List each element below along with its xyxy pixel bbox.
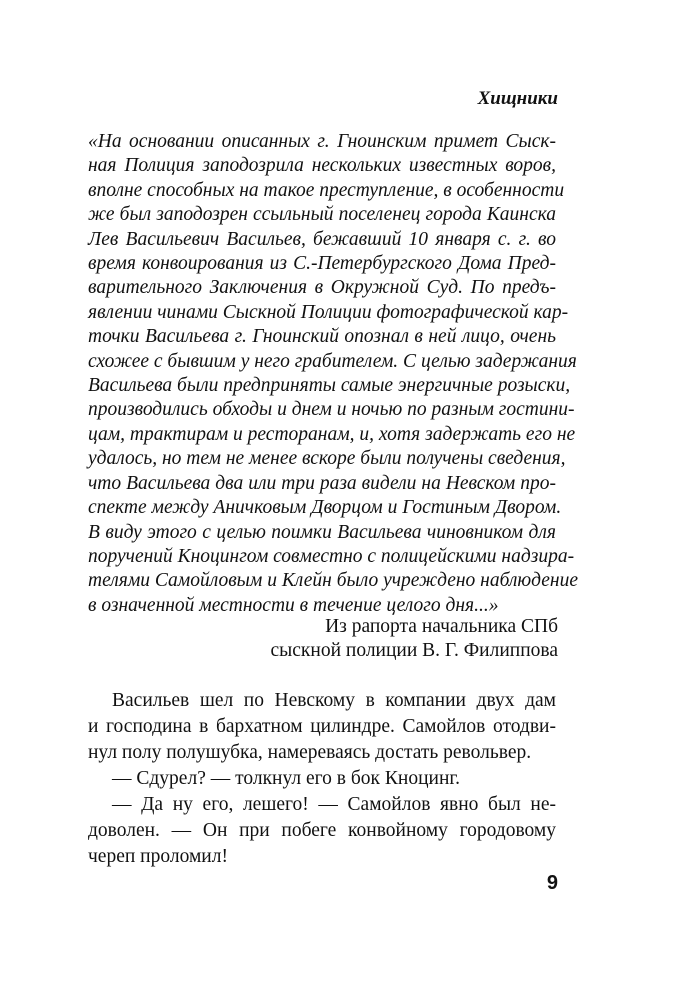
quote-line: в означенной местности в течение целого дня...» <box>88 594 499 616</box>
body-line: череп проломил! <box>88 846 228 867</box>
quote-line: удалось, но тем не менее вскоре были получены сведения, <box>88 448 566 470</box>
body-line: Васильев шел по Невскому в компании двух дам <box>112 690 556 711</box>
attribution-line: Из рапорта начальника СПб <box>325 616 558 637</box>
quote-line: производились обходы и днем и ночью по разным гостини- <box>88 399 575 421</box>
quote-attribution <box>271 615 558 664</box>
running-header: Хищники <box>477 88 558 109</box>
report-quote <box>88 130 579 618</box>
quote-line: схожее с бывшим у него грабителем. С целью задержания <box>88 350 577 372</box>
quote-line: поручений Кноцингом совместно с полицейскими надзира- <box>88 545 575 567</box>
quote-line: вполне способных на такое преступление, в особенности <box>88 179 565 201</box>
quote-line: ная Полиция заподозрила нескольких известных воров, <box>88 155 556 177</box>
quote-line: варительного Заключения в Окружной Суд. По предъ- <box>88 277 556 299</box>
page-number: 9 <box>546 872 558 894</box>
quote-line: «На основании описанных г. Гноинским примет Сыск- <box>88 131 556 152</box>
quote-line: что Васильева два или три раза видели на Невском про- <box>88 472 556 494</box>
body-line: и господина в бархатном цилиндре. Самойлов отодви- <box>88 716 556 737</box>
quote-line: Лев Васильевич Васильев, бежавший 10 января с. г. во <box>88 228 556 250</box>
quote-line: телями Самойловым и Клейн было учреждено наблюдение <box>88 570 579 592</box>
quote-line: точки Васильева г. Гноинский опознал в ней лицо, очень <box>88 326 556 348</box>
quote-line: время конвоирования из С.-Петербургского Дома Пред- <box>88 253 556 275</box>
quote-line: явлении чинами Сыскной Полиции фотографической кар- <box>88 301 569 323</box>
narrative-text <box>88 688 556 870</box>
attribution-line: сыскной полиции В. Г. Филиппова <box>270 640 558 662</box>
quote-line: Васильева были предприняты самые энергичные розыски, <box>88 375 571 397</box>
quote-line: же был заподозрен ссыльный поселенец города Каинска <box>88 204 556 226</box>
body-line: доволен. — Он при побеге конвойному городовому <box>88 820 556 841</box>
quote-line: В виду этого с целью поимки Васильева чиновником для <box>88 521 556 543</box>
quote-line: спекте между Аничковым Дворцом и Гостиным Двором. <box>88 497 562 519</box>
body-line: — Да ну его, лешего! — Самойлов явно был не- <box>112 794 556 815</box>
quote-line: цам, трактирам и ресторанам, и, хотя задержать его не <box>88 423 576 445</box>
body-line: нул полу полушубка, намереваясь достать револьвер. <box>88 742 532 763</box>
body-line: — Сдурел? — толкнул его в бок Кноцинг. <box>112 768 461 789</box>
